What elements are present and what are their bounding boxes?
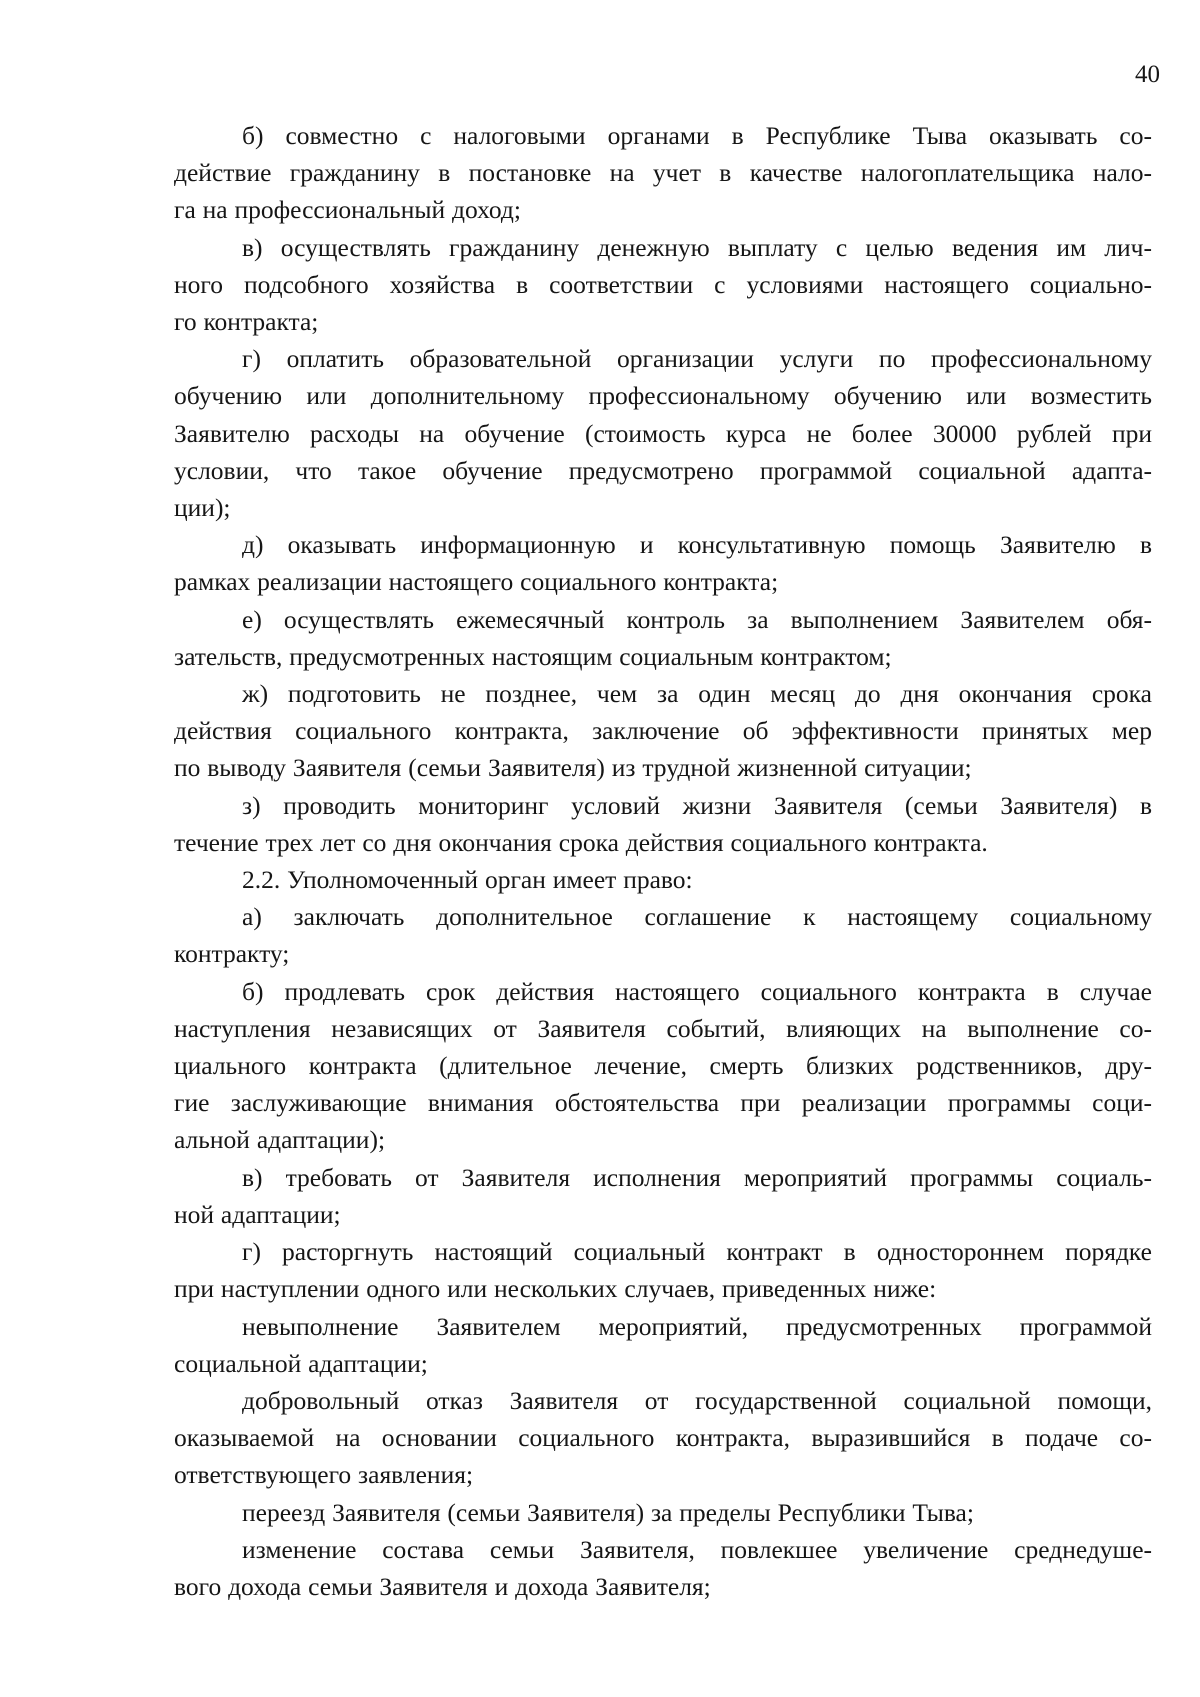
paragraph-g-terminate — [174, 1233, 1152, 1307]
text-line: го контракта; — [174, 307, 319, 337]
text-line: г) расторгнуть настоящий социальный контракт в одностороннем порядке — [242, 1237, 1152, 1267]
paragraph-case-nonfulfillment — [174, 1308, 1152, 1382]
text-line: социальной адаптации; — [174, 1348, 428, 1378]
text-line: оказываемой на основании социального контракта, выразившийся в подаче со- — [174, 1423, 1152, 1453]
document-body — [174, 117, 1152, 1605]
text-line: а) заключать дополнительное соглашение к настоящему социальному — [242, 902, 1152, 932]
paragraph-b-extend — [174, 973, 1152, 1159]
text-line: 2.2. Уполномоченный орган имеет право: — [242, 865, 693, 895]
paragraph-d-info — [174, 526, 1152, 600]
text-line: ции); — [174, 493, 231, 523]
text-line: альной адаптации); — [174, 1125, 386, 1155]
text-line: д) оказывать информационную и консультативную помощь Заявителю в — [242, 530, 1152, 560]
text-line: добровольный отказ Заявителя от государственной социальной помощи, — [242, 1385, 1152, 1415]
text-line: б) продлевать срок действия настоящего социального контракта в случае — [242, 976, 1152, 1006]
text-line: з) проводить мониторинг условий жизни Заявителя (семьи Заявителя) в — [242, 790, 1152, 820]
paragraph-case-refusal — [174, 1382, 1152, 1494]
text-line: гие заслуживающие внимания обстоятельства при реализации программы соци- — [174, 1088, 1152, 1118]
text-line: б) совместно с налоговыми органами в Республике Тыва оказывать со- — [242, 121, 1152, 150]
paragraph-s-2-2 — [174, 861, 1152, 898]
paragraph-v-payment — [174, 229, 1152, 341]
text-line: га на профессиональный доход; — [174, 195, 521, 225]
text-line: действие гражданину в постановке на учет в качестве налогоплательщика нало- — [174, 158, 1152, 188]
paragraph-g-training — [174, 340, 1152, 526]
text-line: в) осуществлять гражданину денежную выплату с целью ведения им лич- — [242, 232, 1152, 262]
text-line: в) требовать от Заявителя исполнения мероприятий программы социаль- — [242, 1162, 1152, 1192]
paragraph-v-require — [174, 1159, 1152, 1233]
text-line: вого дохода семьи Заявителя и дохода Заявителя; — [174, 1571, 711, 1601]
text-line: зательств, предусмотренных настоящим социальным контрактом; — [174, 641, 892, 671]
paragraph-z-monitoring — [174, 787, 1152, 861]
text-line: контракту; — [174, 939, 290, 969]
text-line: ж) подготовить не позднее, чем за один месяц до дня окончания срока — [242, 679, 1152, 709]
text-line: невыполнение Заявителем мероприятий, предусмотренных программой — [242, 1311, 1152, 1341]
paragraph-case-relocation — [174, 1494, 1152, 1531]
text-line: действия социального контракта, заключение об эффективности принятых мер — [174, 716, 1152, 746]
paragraph-zh-conclusion — [174, 675, 1152, 787]
text-line: по выводу Заявителя (семьи Заявителя) из трудной жизненной ситуации; — [174, 753, 972, 783]
text-line: г) оплатить образовательной организации услуги по профессиональному — [242, 344, 1152, 374]
text-line: переезд Заявителя (семьи Заявителя) за пределы Республики Тыва; — [242, 1497, 974, 1527]
paragraph-b-tax — [174, 117, 1152, 229]
text-line: обучению или дополнительному профессиональному обучению или возместить — [174, 381, 1152, 411]
text-line: наступления независящих от Заявителя событий, влияющих на выполнение со- — [174, 1013, 1152, 1043]
paragraph-case-family-change — [174, 1531, 1152, 1605]
paragraph-e-control — [174, 601, 1152, 675]
text-line: циального контракта (длительное лечение, смерть близких родственников, дру- — [174, 1051, 1152, 1081]
text-line: ного подсобного хозяйства в соответствии с условиями настоящего социально- — [174, 269, 1152, 299]
text-line: течение трех лет со дня окончания срока действия социального контракта. — [174, 827, 988, 857]
paragraph-a-agreement — [174, 898, 1152, 972]
text-line: Заявителю расходы на обучение (стоимость курса не более 30000 рублей при — [174, 418, 1152, 448]
text-line: условии, что такое обучение предусмотрено программой социальной адапта- — [174, 455, 1152, 485]
text-line: при наступлении одного или нескольких случаев, приведенных ниже: — [174, 1274, 937, 1304]
text-line: изменение состава семьи Заявителя, повлекшее увеличение среднедуше- — [242, 1534, 1152, 1564]
text-line: ответствующего заявления; — [174, 1460, 474, 1490]
text-line: ной адаптации; — [174, 1199, 341, 1229]
text-line: е) осуществлять ежемесячный контроль за выполнением Заявителем обя- — [242, 604, 1152, 634]
text-line: рамках реализации настоящего социального контракта; — [174, 567, 779, 597]
page-number: 40 — [1135, 61, 1160, 88]
